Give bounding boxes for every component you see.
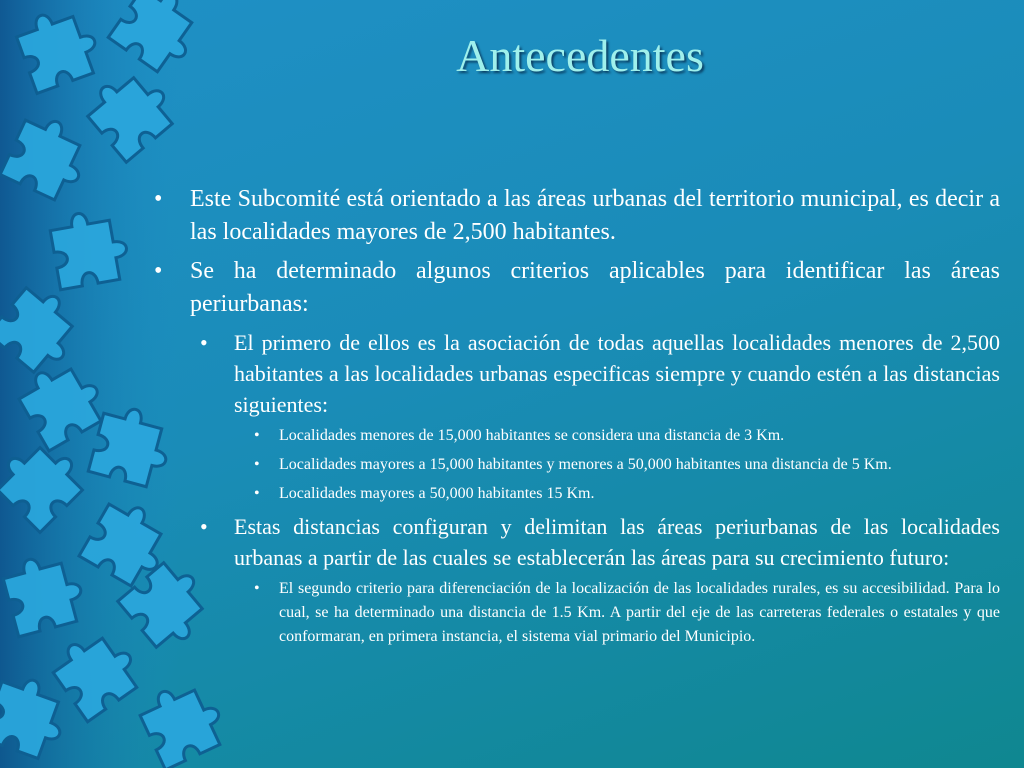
sub-sub-bullet-item xyxy=(150,424,1000,448)
bullet-text: Localidades mayores a 50,000 habitantes 15 Km. xyxy=(279,485,595,502)
bullet-item xyxy=(150,183,1000,249)
bullet-text: Este Subcomité está orientado a las áreas urbanas del territorio municipal, es decir a las localidades mayores de 2,500 habitantes. xyxy=(190,186,1000,245)
bullet-text: El segundo criterio para diferenciación de la localización de las localidades rurales, es su accesibilidad. Para lo cual, se ha determinado una distancia de 1.5 Km. A partir del eje de las carreteras federales o estatales y que conformaran, en primera instancia, el sistema vial primario del Municipio. xyxy=(279,580,1000,645)
bullet-glyph: • xyxy=(254,456,260,473)
bullet-glyph: • xyxy=(254,580,260,597)
bullet-glyph: • xyxy=(200,330,208,355)
sub-sub-bullet-item xyxy=(150,482,1000,506)
bullet-text: El primero de ellos es la asociación de todas aquellas localidades menores de 2,500 habitantes a las localidades urbanas especificas siempre y cuando estén a las distancias siguientes: xyxy=(234,330,1000,417)
bullet-text: Localidades mayores a 15,000 habitantes y menores a 50,000 habitantes una distancia de 5 Km. xyxy=(279,456,892,473)
bullet-glyph: • xyxy=(254,427,260,444)
sub-sub-bullet-item xyxy=(150,453,1000,477)
slide-title: Antecedentes xyxy=(456,30,704,81)
slide-content xyxy=(150,183,1000,654)
sub-sub-bullet-item xyxy=(150,577,1000,649)
bullet-glyph: • xyxy=(154,186,163,212)
bullet-glyph: • xyxy=(154,258,163,284)
bullet-text: Se ha determinado algunos criterios aplicables para identificar las áreas periurbanas: xyxy=(190,258,1000,317)
bullet-glyph: • xyxy=(254,485,260,502)
bullet-text: Estas distancias configuran y delimitan las áreas periurbanas de las localidades urbanas a partir de las cuales se establecerán las áreas para su crecimiento futuro: xyxy=(234,514,1000,570)
sub-bullet-item xyxy=(150,327,1000,420)
bullet-text: Localidades menores de 15,000 habitantes se considera una distancia de 3 Km. xyxy=(279,427,785,444)
bullet-glyph: • xyxy=(200,514,208,539)
bullet-item xyxy=(150,255,1000,321)
sub-bullet-item xyxy=(150,511,1000,573)
